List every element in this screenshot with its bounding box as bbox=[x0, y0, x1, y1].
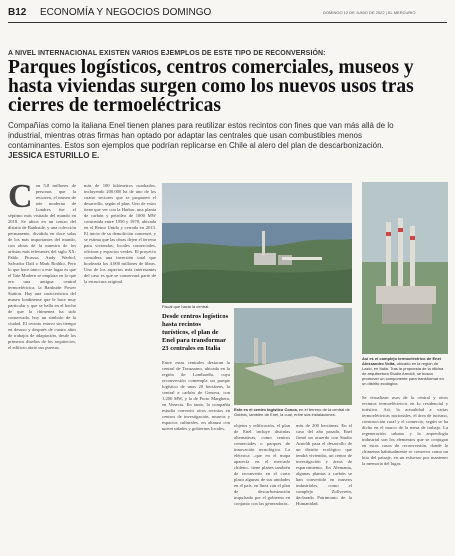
caption-right-text: ubicado en la región de Lazio, en Italia. Tras la propuesta de la oficina de arquitectura Studio Arnoldi, se busca promover un componente para transformar en un distrito ecológico. bbox=[362, 361, 444, 386]
column-3-text: Entre estas centrales destacan la central de Tavazzano, ubicada en la región de Lombardía, cuya reconversión contempla un parque logístico de unas 20 hectáreas, la central a carbón de Genova, con 1.200 MW, y la de Porto Marghera, en Venecia. En tanto, la compañía estudia convertir otros recintos en centros de investigación, museos y espacios culturales, en alianza con universidades y gobiernos locales. bbox=[162, 360, 230, 431]
page-header bbox=[8, 4, 447, 23]
caption-right-bold: Así es el complejo termoeléctrico de Enel Alessandro Volta, bbox=[362, 356, 441, 366]
lead-text: Compañías como la italiana Enel tienen planes para reutilizar estos recintos con fines que van más allá de lo industrial, mientras otras firmas han optado por adaptar las centrales que usan combustibles menos contaminantes. Estos son ejemplos que podrían replicarse en Chile al alero del plan de descarbonización. bbox=[8, 121, 394, 150]
headline: Parques logísticos, centros comerciales, museos y hasta viviendas surgen como los nuevos usos tras cierres de termoeléctricas bbox=[8, 57, 414, 116]
lead-paragraph bbox=[8, 121, 396, 161]
article-column-5 bbox=[296, 423, 352, 553]
aerial-photo-right bbox=[362, 182, 448, 354]
aerial-photo bbox=[162, 183, 352, 303]
caption-mid bbox=[234, 407, 352, 417]
column-5-text: más de 200 hectáreas. En el caso del año pasado, Enel firmó un acuerdo con Studio Arnoldi para el desarrollo de un distrito ecológico que tendrá viviendas, un centro de investigación y áreas de esparcimiento. En Alemania, algunas plantas a carbón se han convertido en museos industriales, como el complejo Zollverein, declarado Patrimonio de la Humanidad. bbox=[296, 423, 352, 506]
caption-mid-bold: Este es el centro logístico Conca, bbox=[234, 407, 298, 412]
logistics-center-photo bbox=[234, 308, 352, 405]
kicker: A NIVEL INTERNACIONAL EXISTEN VARIOS EJEMPLOS DE ESTE TIPO DE RECONVERSIÓN: bbox=[8, 50, 326, 57]
caption-mid-text: en el terreno de la central de Gubbio, también de Enel, la cual, entre sus instalaciones. bbox=[234, 407, 350, 417]
caption-top: Fiscal que hacia la central. bbox=[162, 304, 210, 309]
power-plant-photo-right bbox=[362, 182, 448, 354]
article-column-1 bbox=[8, 183, 76, 553]
article-column-3 bbox=[162, 360, 230, 553]
article-column-6 bbox=[362, 395, 448, 553]
column-2-text: más de 100 kilómetros cuadrados, incluyendo 200.000 ha de uno de los cuatro sectores que se proponen el desarrollo, según el plan. Uno de estos tiene que ver con la Harbor, una planta de carbón y petróleo de 1000 MW construida entre 1950 y 1970, ubicada en el Reino Unido y cerrada en 2013. El inicio de su demolición comenzó, y se estima que las obras dejen el terreno para viviendas, locales comerciales, oficinas y espacios verdes. El proyecto considera una inversión total que bordearía los 4.000 millones de libras. Uno de los aspectos más interesantes del caso es que se conservará parte de la estructura original. bbox=[84, 183, 156, 284]
column-1-text: on 5,8 millones de personas que la recorren, el museo de arte moderno de Londres fue el séptimo más visitado del mundo en 2018. Se ubica en un centro del distrito de Bankside, y una colección permanente, dividida en doce salas de los más importantes del mundo, con obras de la muestra de los artistas más relevantes del siglo XX: Pablo Picasso, Andy Warhol, Salvador Dalí o Mark Rothko. Pero lo que hace único a este lugar es que el Tate Modern se emplaza en lo que era una antigua central termoeléctrica, la Bankside Power Station. Hay una característica del museo londinense que le hace muy particular y que se halla en el hecho de que la chimenea ha sido conservada, hoy un símbolo de la ciudad. El recinto estuvo sin tiempo en desuso y después de cuatro años de trabajos de adaptación, desde los primeros diseños de los arquitectos, el edificio abrió sus puertas. bbox=[8, 183, 76, 350]
article-column-2 bbox=[84, 183, 156, 553]
section-name: ECONOMÍA Y NEGOCIOS DOMINGO bbox=[40, 7, 212, 18]
drop-cap: C bbox=[8, 183, 33, 215]
byline: JESSICA ESTURILLO E. bbox=[8, 151, 100, 160]
article-column-4 bbox=[234, 423, 290, 553]
page-number: B12 bbox=[8, 7, 27, 18]
caption-right bbox=[362, 356, 448, 386]
issue-date: DOMINGO 12 DE JUNIO DE 2022 | EL MERCURIO bbox=[323, 10, 416, 15]
aerial-photo-mid bbox=[234, 308, 352, 405]
column-4-text: objetos y edificación, el plan de Enel incluye distintas alternativas, como centros comerciales o parques de innovación tecnológica. La eléctrica –que en el mapa aparecía en el mercado chileno– tiene planes también de reconvertir en el corto plazo algunas de sus unidades en el país, en línea con el plan de descarbonización impulsado por el gobierno en conjunto con las generadoras. bbox=[234, 423, 290, 506]
pull-quote: Desde centros logísticos hasta recintos turísticos, el plan de Enel para transformar 23 centrales en Italia bbox=[162, 313, 229, 352]
power-plant-photo-top bbox=[162, 183, 352, 303]
column-6-text: Se visualizan usos de la central y otros recintos termoeléctricos en lo residencial y turístico. Así, la actualidad a varias termoeléctricas nacionales, el área de turismo, construcción rural y el comercio, según se ha dicho en el marco de la mesa de trabajo. La regeneración urbana y la arqueología industrial son los elementos que se conjugan en estos casos de reconversión, donde la chimenea habitualmente se conserva como un hito del paisaje, en un esfuerzo por mantener la memoria del lugar. bbox=[362, 395, 448, 466]
